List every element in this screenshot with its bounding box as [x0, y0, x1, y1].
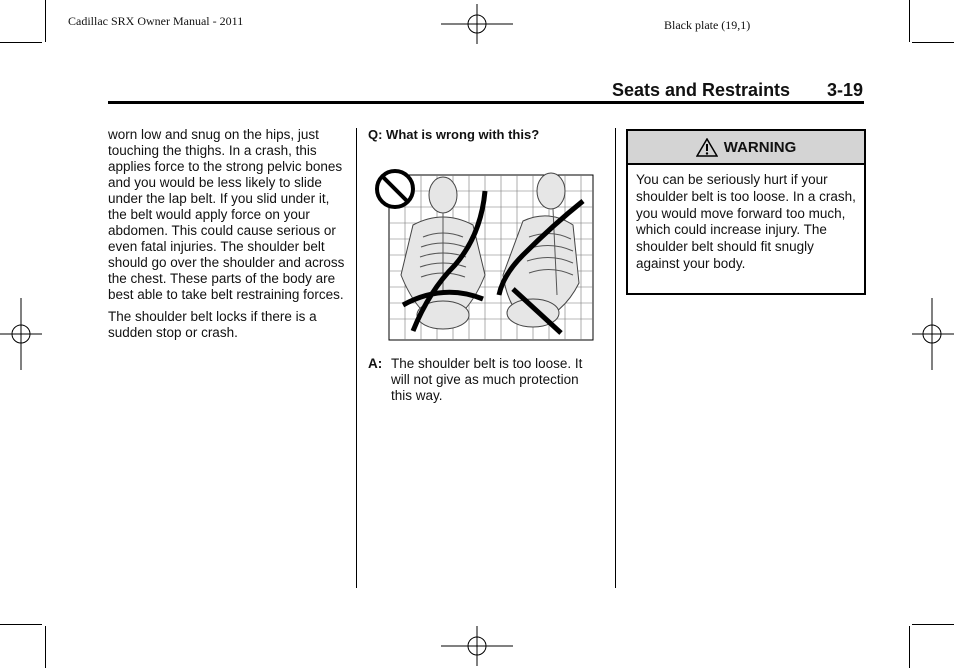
answer-label: A: — [368, 356, 383, 371]
warning-triangle-icon — [696, 138, 718, 157]
warning-text: You can be seriously hurt if your shoulder belt is too loose. In a crash, you would move forward too much, which could increase injury. The shoulder belt should fit snugly against your body. — [636, 172, 856, 271]
header-rule — [108, 101, 864, 104]
answer-text: The shoulder belt is too loose. It will not give as much protection this way. — [391, 356, 583, 403]
question-text: Q: What is wrong with this? — [368, 127, 540, 142]
column-1 — [108, 127, 348, 347]
warning-header — [628, 131, 864, 165]
warning-box — [626, 129, 866, 295]
crop-mark — [45, 626, 46, 668]
warning-title: WARNING — [723, 138, 797, 156]
registration-mark-right — [912, 298, 954, 370]
crop-mark — [912, 624, 954, 625]
body-paragraph: The shoulder belt locks if there is a sudden stop or crash. — [108, 309, 317, 340]
answer-block — [368, 356, 598, 404]
seatbelt-illustration — [373, 165, 595, 343]
plate-label: Black plate (19,1) — [664, 18, 751, 32]
registration-mark-top — [441, 4, 513, 44]
body-paragraph: worn low and snug on the hips, just touching the thighs. In a crash, this applies force to the strong pelvic bones and you would be less likely to slide under the lap belt. If you slid under it, the belt would apply force on your abdomen. This could cause serious or even fatal injuries. The shoulder belt should go over the shoulder and across the chest. These parts of the body are best able to take belt restraining forces. — [108, 127, 345, 302]
crop-mark — [0, 42, 42, 43]
registration-mark-bottom — [441, 626, 513, 666]
page-number: 3-19 — [827, 80, 864, 100]
crop-mark — [912, 42, 954, 43]
crop-mark — [909, 626, 910, 668]
crop-mark — [45, 0, 46, 42]
registration-mark-left — [0, 298, 42, 370]
column-divider — [356, 128, 357, 588]
section-title: Seats and Restraints — [612, 80, 791, 100]
column-divider — [615, 128, 616, 588]
crop-mark — [909, 0, 910, 42]
crop-mark — [0, 624, 42, 625]
document-title: Cadillac SRX Owner Manual - 2011 — [68, 14, 244, 28]
